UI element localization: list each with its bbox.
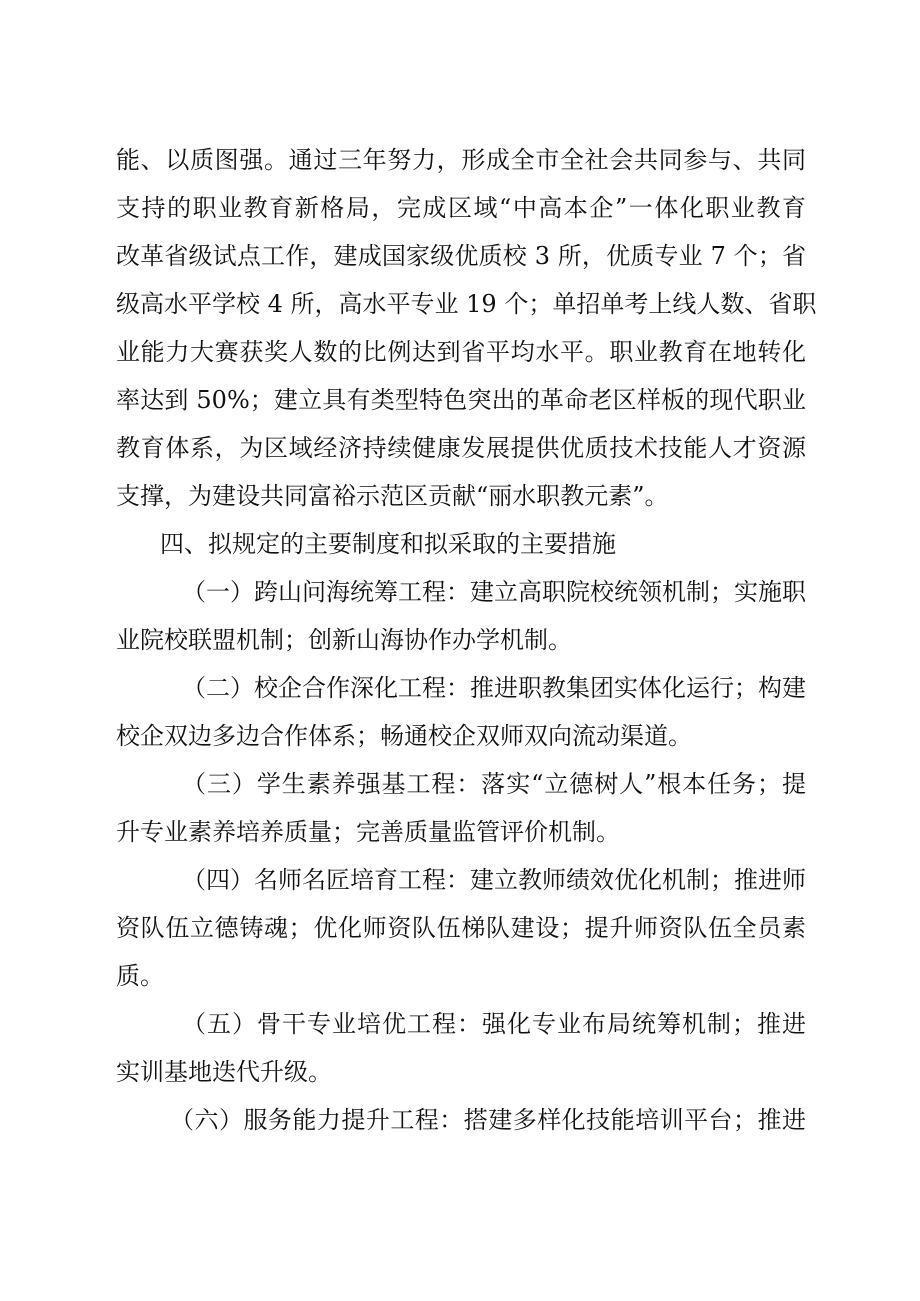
text-line: 资队伍立德铸魂；优化师资队伍梯队建设；提升师资队伍全员素 xyxy=(116,914,806,942)
measure-item-6 xyxy=(116,1096,806,1144)
measure-item-3 xyxy=(116,760,806,856)
text-line: 实训基地迭代升级。 xyxy=(116,1058,332,1086)
text-line: 质。 xyxy=(116,962,164,990)
text-line: 能、以质图强。通过三年努力，形成全市全社会共同参与、共同 xyxy=(116,146,806,174)
text-line: （一）跨山问海统筹工程：建立高职院校统领机制；实施职 xyxy=(182,578,806,606)
section-heading: 四、拟规定的主要制度和拟采取的主要措施 xyxy=(160,530,616,558)
measure-item-5 xyxy=(116,1000,806,1096)
text-line: （二）校企合作深化工程：推进职教集团实体化运行；构建 xyxy=(182,674,806,702)
text-line: 升专业素养培养质量；完善质量监管评价机制。 xyxy=(116,818,620,846)
text-line: 业能力大赛获奖人数的比例达到省平均水平。职业教育在地转化 xyxy=(116,338,806,366)
text-line: 改革省级试点工作，建成国家级优质校 3 所，优质专业 7 个；省 xyxy=(116,242,806,270)
measure-item-4 xyxy=(116,856,806,1000)
text-line: （六）服务能力提升工程：搭建多样化技能培训平台；推进 xyxy=(170,1106,806,1134)
text-line: 校企双边多边合作体系；畅通校企双师双向流动渠道。 xyxy=(116,722,692,750)
measure-item-2 xyxy=(116,664,806,760)
document-body xyxy=(116,136,817,1144)
text-line: （三）学生素养强基工程：落实“立德树人”根本任务；提 xyxy=(182,770,806,798)
text-line: 级高水平学校 4 所，高水平专业 19 个；单招单考上线人数、省职 xyxy=(116,290,817,318)
paragraph-goals xyxy=(116,136,817,520)
text-line: 率达到 50%；建立具有类型特色突出的革命老区样板的现代职业 xyxy=(116,386,806,414)
text-line: （五）骨干专业培优工程：强化专业布局统筹机制；推进 xyxy=(182,1010,806,1038)
text-line: （四）名师名匠培育工程：建立教师绩效优化机制；推进师 xyxy=(182,866,806,894)
text-line: 业院校联盟机制；创新山海协作办学机制。 xyxy=(116,626,572,654)
text-line: 支撑，为建设共同富裕示范区贡献“丽水职教元素”。 xyxy=(116,482,669,510)
measure-item-1 xyxy=(116,568,806,664)
text-line: 支持的职业教育新格局，完成区域“中高本企”一体化职业教育 xyxy=(116,194,806,222)
text-line: 教育体系，为区域经济持续健康发展提供优质技术技能人才资源 xyxy=(116,434,806,462)
